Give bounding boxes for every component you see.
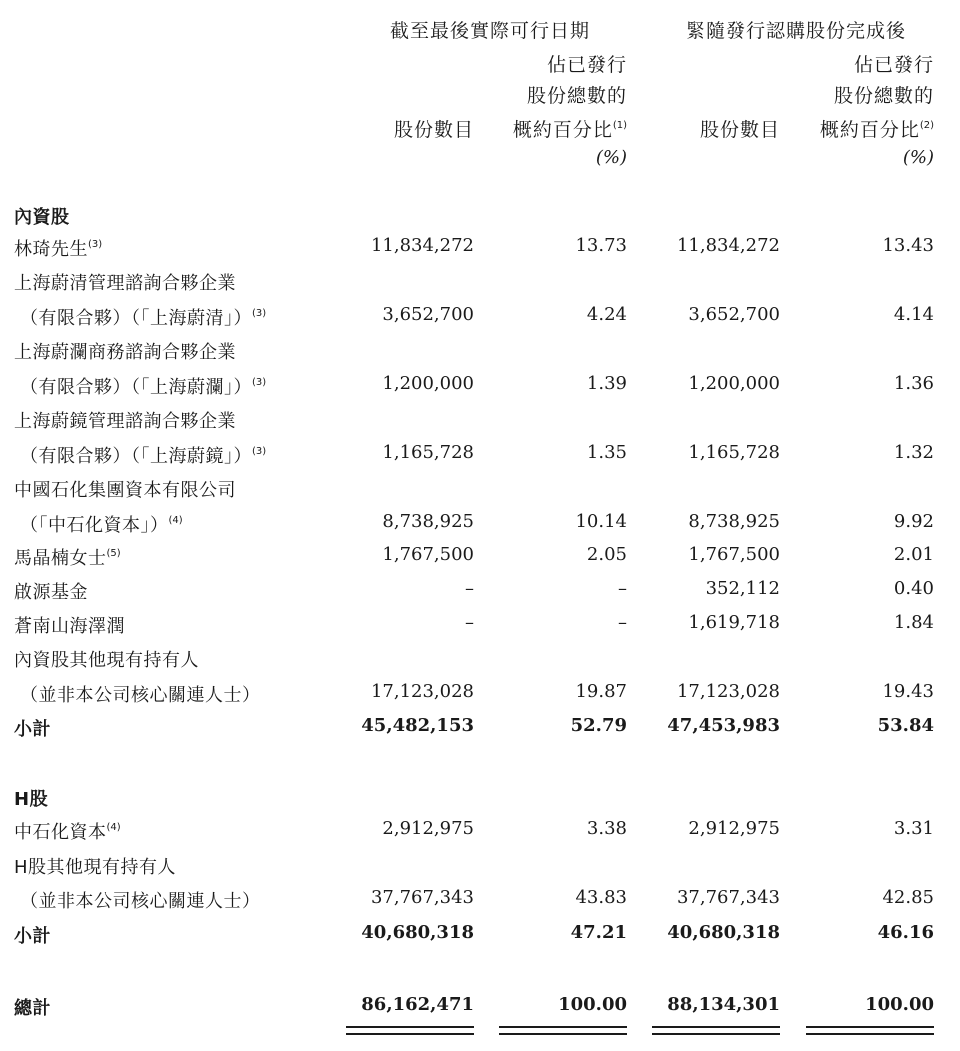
pct-current: 2.05 xyxy=(586,544,627,565)
row-label: 林琦先生 xyxy=(14,239,88,260)
double-underline xyxy=(652,1026,780,1028)
pct-current: 19.87 xyxy=(575,681,627,702)
table-row xyxy=(0,853,960,883)
shares-current: 8,738,925 xyxy=(382,511,474,532)
pct-after: 46.16 xyxy=(877,922,934,943)
row-label: 馬晶楠女士 xyxy=(14,548,107,569)
header-shares-b: 股份數目 xyxy=(699,119,780,141)
shares-after: 352,112 xyxy=(705,578,780,599)
shares-current: 45,482,153 xyxy=(361,715,474,736)
shares-after: 17,123,028 xyxy=(676,681,780,702)
pct-after: 2.01 xyxy=(893,544,934,565)
row-label: 總計 xyxy=(14,998,51,1019)
table-row xyxy=(0,578,960,608)
table-row xyxy=(0,681,960,711)
header-pct-line2-b: 股份總數的 xyxy=(833,85,934,107)
pct-after: 100.00 xyxy=(865,994,934,1015)
table-row xyxy=(0,612,960,642)
row-label: （「中石化資本」） xyxy=(20,515,169,536)
total-row xyxy=(0,994,960,1024)
section-h-shares xyxy=(0,785,960,815)
table-row xyxy=(0,269,960,299)
shares-after: 11,834,272 xyxy=(676,235,780,256)
shares-current: 2,912,975 xyxy=(382,818,474,839)
header-pct-line3-b: 概約百分比$^{(2)}$ xyxy=(819,119,934,141)
shares-after: 3,652,700 xyxy=(688,304,780,325)
double-underline xyxy=(499,1026,627,1028)
shares-after: 1,165,728 xyxy=(688,442,780,463)
pct-after: 4.14 xyxy=(893,304,934,325)
footnote-ref: (3) xyxy=(252,308,267,319)
pct-current: – xyxy=(618,612,627,633)
footnote-ref: (5) xyxy=(106,548,121,559)
pct-current: – xyxy=(618,578,627,599)
header-group-latest-practicable-date: 截至最後實際可行日期 xyxy=(389,20,590,42)
shares-current: 86,162,471 xyxy=(361,994,474,1015)
double-underline xyxy=(346,1026,474,1028)
pct-current: 3.38 xyxy=(586,818,627,839)
shares-current: 11,834,272 xyxy=(370,235,474,256)
shares-current: 40,680,318 xyxy=(361,922,474,943)
double-underline xyxy=(806,1026,934,1028)
footnote-ref: (3) xyxy=(252,377,267,388)
table-row xyxy=(0,544,960,574)
row-label: 蒼南山海澤潤 xyxy=(14,616,125,637)
pct-after: 1.36 xyxy=(893,373,934,394)
section-domestic-shares xyxy=(0,203,960,233)
shares-after: 8,738,925 xyxy=(688,511,780,532)
table-row xyxy=(0,818,960,848)
shares-after: 1,619,718 xyxy=(688,612,780,633)
pct-after: 0.40 xyxy=(893,578,934,599)
shares-current: 1,767,500 xyxy=(382,544,474,565)
shares-after: 37,767,343 xyxy=(676,887,780,908)
row-label: 啟源基金 xyxy=(14,582,88,603)
footnote-ref: (3) xyxy=(88,239,103,250)
subtotal-row-domestic xyxy=(0,715,960,745)
pct-after: 9.92 xyxy=(893,511,934,532)
pct-current: 4.24 xyxy=(586,304,627,325)
shares-after: 88,134,301 xyxy=(667,994,780,1015)
pct-current: 43.83 xyxy=(575,887,627,908)
row-label: 內資股其他現有持有人 xyxy=(14,650,199,671)
table-row xyxy=(0,442,960,472)
pct-current: 1.39 xyxy=(586,373,627,394)
row-label: （有限合夥）（「上海蔚鏡」） xyxy=(20,446,252,467)
shares-current: 37,767,343 xyxy=(370,887,474,908)
shares-current: 17,123,028 xyxy=(370,681,474,702)
shares-current: – xyxy=(465,578,474,599)
table-row xyxy=(0,407,960,437)
row-label: 小計 xyxy=(14,719,51,740)
shares-after: 47,453,983 xyxy=(667,715,780,736)
footnote-ref: (4) xyxy=(168,515,183,526)
pct-current: 52.79 xyxy=(570,715,627,736)
table-row xyxy=(0,476,960,506)
pct-current: 47.21 xyxy=(570,922,627,943)
shares-after: 40,680,318 xyxy=(667,922,780,943)
pct-after: 53.84 xyxy=(877,715,934,736)
pct-after: 13.43 xyxy=(882,235,934,256)
footnote-ref: (3) xyxy=(252,446,267,457)
shares-current: 1,165,728 xyxy=(382,442,474,463)
row-label: （並非本公司核心關連人士） xyxy=(20,685,261,706)
double-underline xyxy=(346,1033,474,1035)
header-group-after-subscription: 緊隨發行認購股份完成後 xyxy=(685,20,906,42)
pct-after: 3.31 xyxy=(893,818,934,839)
header-pct-line2-a: 股份總數的 xyxy=(526,85,627,107)
header-pct-unit-a: (%) xyxy=(595,147,627,168)
header-pct-unit-b: (%) xyxy=(902,147,934,168)
pct-after: 1.84 xyxy=(893,612,934,633)
row-label: 上海蔚鏡管理諮詢合夥企業 xyxy=(14,411,236,432)
pct-current: 1.35 xyxy=(586,442,627,463)
row-label: 小計 xyxy=(14,926,51,947)
row-label: （並非本公司核心關連人士） xyxy=(20,891,261,912)
table-row xyxy=(0,646,960,676)
header-pct-line3-a: 概約百分比$^{(1)}$ xyxy=(512,119,627,141)
row-label: 上海蔚清管理諮詢合夥企業 xyxy=(14,273,236,294)
table-row xyxy=(0,304,960,334)
footnote-ref: (4) xyxy=(106,822,121,833)
shares-after: 2,912,975 xyxy=(688,818,780,839)
shares-current: 3,652,700 xyxy=(382,304,474,325)
section-title: 內資股 xyxy=(14,207,70,228)
row-label: H股其他現有持有人 xyxy=(14,857,177,878)
double-underline xyxy=(652,1033,780,1035)
table-row xyxy=(0,235,960,265)
pct-after: 1.32 xyxy=(893,442,934,463)
row-label: （有限合夥）（「上海蔚瀾」） xyxy=(20,377,252,398)
shares-after: 1,767,500 xyxy=(688,544,780,565)
pct-after: 42.85 xyxy=(882,887,934,908)
pct-current: 10.14 xyxy=(575,511,627,532)
header-shares-a: 股份數目 xyxy=(393,119,474,141)
pct-current: 100.00 xyxy=(558,994,627,1015)
table-row xyxy=(0,373,960,403)
table-row xyxy=(0,338,960,368)
pct-after: 19.43 xyxy=(882,681,934,702)
double-underline xyxy=(806,1033,934,1035)
header-pct-line1-b: 佔已發行 xyxy=(853,54,934,76)
row-label: 上海蔚瀾商務諮詢合夥企業 xyxy=(14,342,236,363)
row-label: 中石化資本 xyxy=(14,822,107,843)
section-title: H股 xyxy=(14,789,49,810)
shares-current: – xyxy=(465,612,474,633)
shares-after: 1,200,000 xyxy=(688,373,780,394)
row-label: （有限合夥）（「上海蔚清」） xyxy=(20,308,252,329)
shares-current: 1,200,000 xyxy=(382,373,474,394)
subtotal-row-h xyxy=(0,922,960,952)
header-pct-line1-a: 佔已發行 xyxy=(546,54,627,76)
table-row xyxy=(0,887,960,917)
row-label: 中國石化集團資本有限公司 xyxy=(14,480,236,501)
double-underline xyxy=(499,1033,627,1035)
table-row xyxy=(0,511,960,541)
pct-current: 13.73 xyxy=(575,235,627,256)
